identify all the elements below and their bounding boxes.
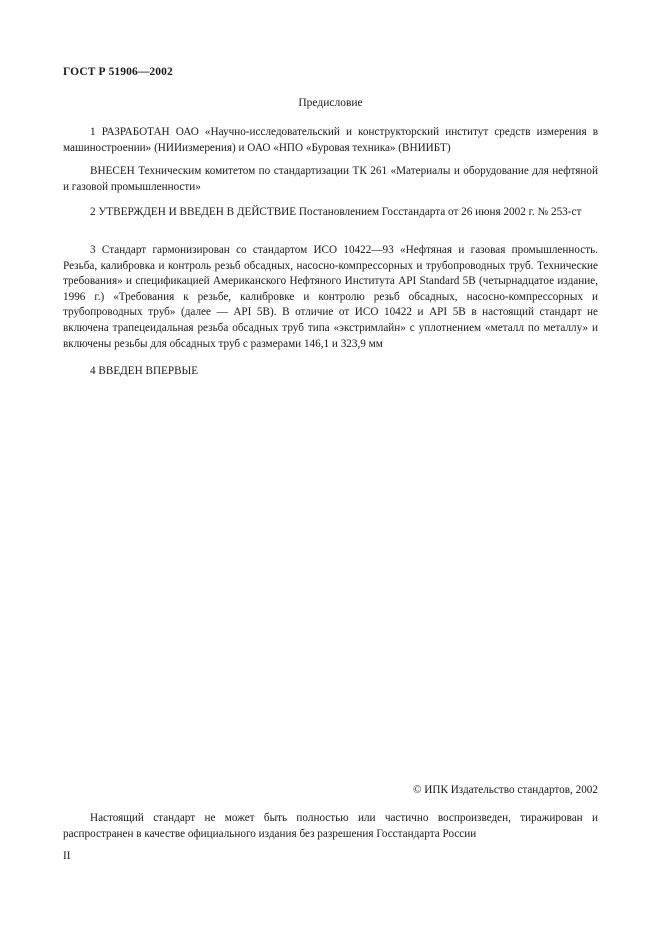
page-number: II [63,850,71,862]
paragraph-approved: 2 УТВЕРЖДЕН И ВВЕДЕН В ДЕЙСТВИЕ Постановлением Госстандарта от 26 июня 2002 г. № 253-ст [90,206,582,218]
paragraph-harmonized: 3 Стандарт гармонизирован со стандартом ИСО 10422—93 «Нефтяная и газовая промышленность. Резьба, калибровка и контроль резьб обсадных, насосно-компрессорных и трубопроводных труб. Технические требования» и спецификацией Американского Нефтяного Института API Standard 5В (четырнадцатое издание, 1996 г.) «Требования к резьбе, калибровке и контролю резьб обсадных, насосно-компрессорных и трубопроводных труб» (далее — API 5В). В отличие от ИСО 10422 и API 5В в настоящий стандарт не включена трапецеидальная резьба обсадных труб типа «экстримлайн» с уплотнением «металл по металлу» и включены резьбы для обсадных труб с размерами 146,1 и 323,9 мм [63,244,598,350]
section-title: Предисловие [298,97,363,109]
copyright-notice: © ИПК Издательство стандартов, 2002 [412,784,598,796]
paragraph-first-introduced: 4 ВВЕДЕН ВПЕРВЫЕ [90,365,199,377]
reproduction-notice: Настоящий стандарт не может быть полностью или частично воспроизведен, тиражирован и распространен в качестве официального издания без разрешения Госстандарта России [63,812,598,840]
document-header: ГОСТ Р 51906—2002 [63,66,173,78]
paragraph-developed-by: 1 РАЗРАБОТАН ОАО «Научно-исследовательский и конструкторский институт средств измерения в машиностроении» (НИИизмерения) и ОАО «НПО «Буровая техника» (ВНИИБТ) [63,126,598,154]
paragraph-introduced-by: ВНЕСЕН Техническим комитетом по стандартизации ТК 261 «Материалы и оборудование для нефтяной и газовой промышленности» [63,165,598,193]
